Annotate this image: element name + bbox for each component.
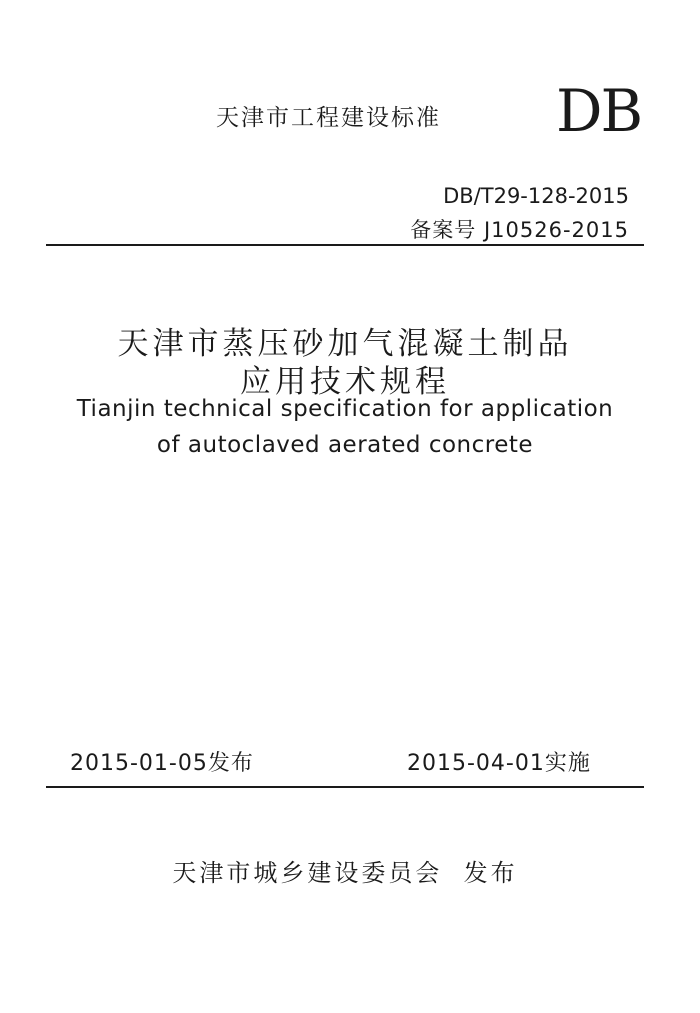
top-divider [46, 244, 644, 246]
record-number: 备案号 J10526-2015 [410, 218, 629, 242]
issue-date: 2015-01-05发布 [70, 751, 254, 776]
effective-date: 2015-04-01实施 [407, 751, 591, 776]
title-en-line-1: Tianjin technical specification for application [76, 396, 614, 422]
bottom-divider [46, 786, 644, 788]
db-mark: DB [556, 77, 642, 145]
standard-code: DB/T29-128-2015 [443, 184, 629, 208]
title-en-line-2: of autoclaved aerated concrete [156, 432, 534, 458]
title-zh-line-2: 应用技术规程 [240, 364, 450, 400]
title-zh-line-1: 天津市蒸压砂加气混凝土制品 [117, 326, 573, 362]
series-title: 天津市工程建设标准 [216, 105, 441, 131]
publisher: 天津市城乡建设委员会 发布 [172, 859, 518, 887]
